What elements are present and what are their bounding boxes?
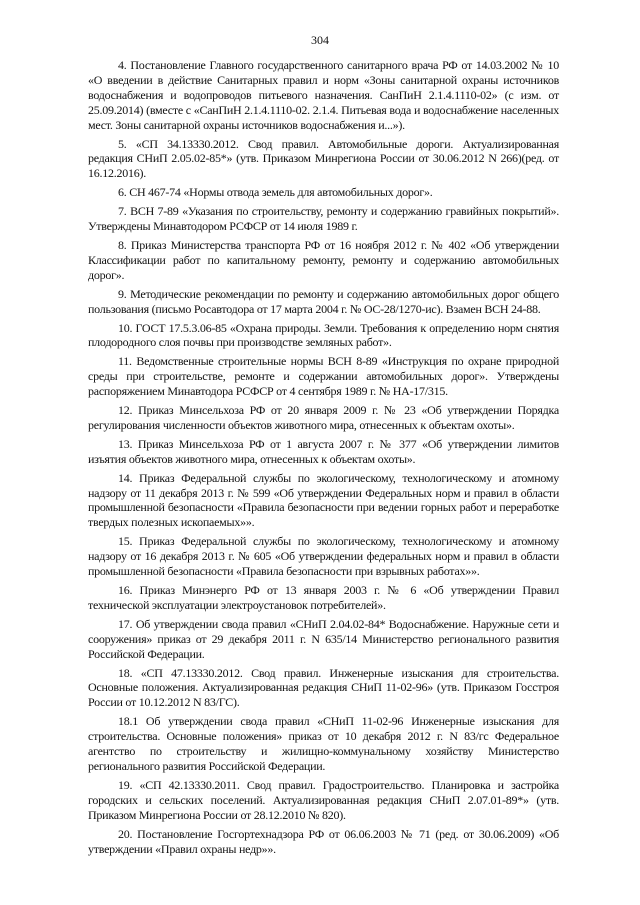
reference-item-7: 7. ВСН 7-89 «Указания по строительству, ремонту и содержанию гравийных покрытий». Утверждены Минавтодором РСФСР от 14 июля 1989 г. xyxy=(88,204,559,234)
reference-item-4: 4. Постановление Главного государственного санитарного врача РФ от 14.03.2002 № 10 «О введении в действие Санитарных правил и норм «Зоны санитарной охраны источников водоснабжения и водопроводов питьевого назначения. СанПиН 2.1.4.1110-02» (с изм. от 25.09.2014) (вместе с «СанПиН 2.1.4.1110-02. 2.1.4. Питьевая вода и водоснабжение населенных мест. Зоны санитарной охраны источников водоснабжения и...»). xyxy=(88,58,559,132)
reference-item-12: 12. Приказ Минсельхоза РФ от 20 января 2009 г. № 23 «Об утверждении Порядка регулирования численности объектов животного мира, отнесенных к объектам охоты». xyxy=(88,403,559,432)
reference-item-19: 19. «СП 42.13330.2011. Свод правил. Градостроительство. Планировка и застройка городских и сельских поселений. Актуализированная редакция СНиП 2.07.01-89*» (утв. Приказом Минрегиона России от 28.12.2010 № 820). xyxy=(88,777,559,822)
reference-list xyxy=(88,58,559,860)
reference-item-18-1: 18.1 Об утверждении свода правил «СНиП 11-02-96 Инженерные изыскания для строительства. Основные положения» приказ от 10 декабря 2012 г. N 83/гс Федеральное агентство по строительству и жилищно-коммунальному хозяйству Министерство регионального развития Российской Федерации. xyxy=(88,714,559,773)
reference-item-15: 15. Приказ Федеральной службы по экологическому, технологическому и атомному надзору от 16 декабря 2013 г. № 605 «Об утверждении федеральных норм и правил в области промышленной безопасности «Правила безопасности при взрывных работах»». xyxy=(88,534,559,579)
reference-item-5: 5. «СП 34.13330.2012. Свод правил. Автомобильные дороги. Актуализированная редакция СНиП 2.05.02-85*» (утв. Приказом Минрегиона России от 30.06.2012 N 266)(ред. от 16.12.2016). xyxy=(88,136,559,181)
reference-item-16: 16. Приказ Минэнерго РФ от 13 января 2003 г. № 6 «Об утверждении Правил технической эксплуатации электроустановок потребителей». xyxy=(88,583,559,612)
reference-item-14: 14. Приказ Федеральной службы по экологическому, технологическому и атомному надзору от 11 декабря 2013 г. № 599 «Об утверждении Федеральных норм и правил в области промышленной безопасности «Правила безопасности при ведении горных работ и переработке твердых полезных ископаемых»». xyxy=(88,470,559,530)
page-number: 304 xyxy=(311,33,329,47)
reference-item-18: 18. «СП 47.13330.2012. Свод правил. Инженерные изыскания для строительства. Основные положения. Актуализированная редакция СНиП 11-02-96» (утв. Приказом Госстроя России от 10.12.2012 N 83/ГС). xyxy=(88,665,559,710)
reference-item-8: 8. Приказ Министерства транспорта РФ от 16 ноября 2012 г. № 402 «Об утверждении Классификации работ по капитальному ремонту, ремонту и содержанию автомобильных дорог». xyxy=(88,237,559,282)
reference-item-13: 13. Приказ Минсельхоза РФ от 1 августа 2007 г. № 377 «Об утверждении лимитов изъятия объектов животного мира, отнесенных к объектам охоты». xyxy=(88,436,559,466)
reference-item-11: 11. Ведомственные строительные нормы ВСН 8-89 «Инструкция по охране природной среды при строительстве, ремонте и содержании автомобильных дорог». Утверждены распоряжением Минавтодора РСФСР от 4 сентября 1989 г. № НА-17/315. xyxy=(88,354,559,399)
reference-item-9: 9. Методические рекомендации по ремонту и содержанию автомобильных дорог общего пользования (письмо Росавтодора от 17 марта 2004 г. № ОС-28/1270-ис). Взамен ВСН 24-88. xyxy=(88,286,559,316)
reference-item-20: 20. Постановление Госгортехнадзора РФ от 06.06.2003 № 71 (ред. от 30.06.2009) «Об утверждении «Правил охраны недр»». xyxy=(88,826,559,856)
reference-item-6: 6. СН 467-74 «Нормы отвода земель для автомобильных дорог». xyxy=(118,185,433,200)
reference-item-10: 10. ГОСТ 17.5.3.06-85 «Охрана природы. Земли. Требования к определению норм снятия плодородного слоя почвы при производстве земляных работ». xyxy=(88,320,559,350)
reference-item-17: 17. Об утверждении свода правил «СНиП 2.04.02-84* Водоснабжение. Наружные сети и сооружения» приказ от 29 декабря 2011 г. N 635/14 Министерство регионального развития Российской Федерации. xyxy=(88,616,559,661)
